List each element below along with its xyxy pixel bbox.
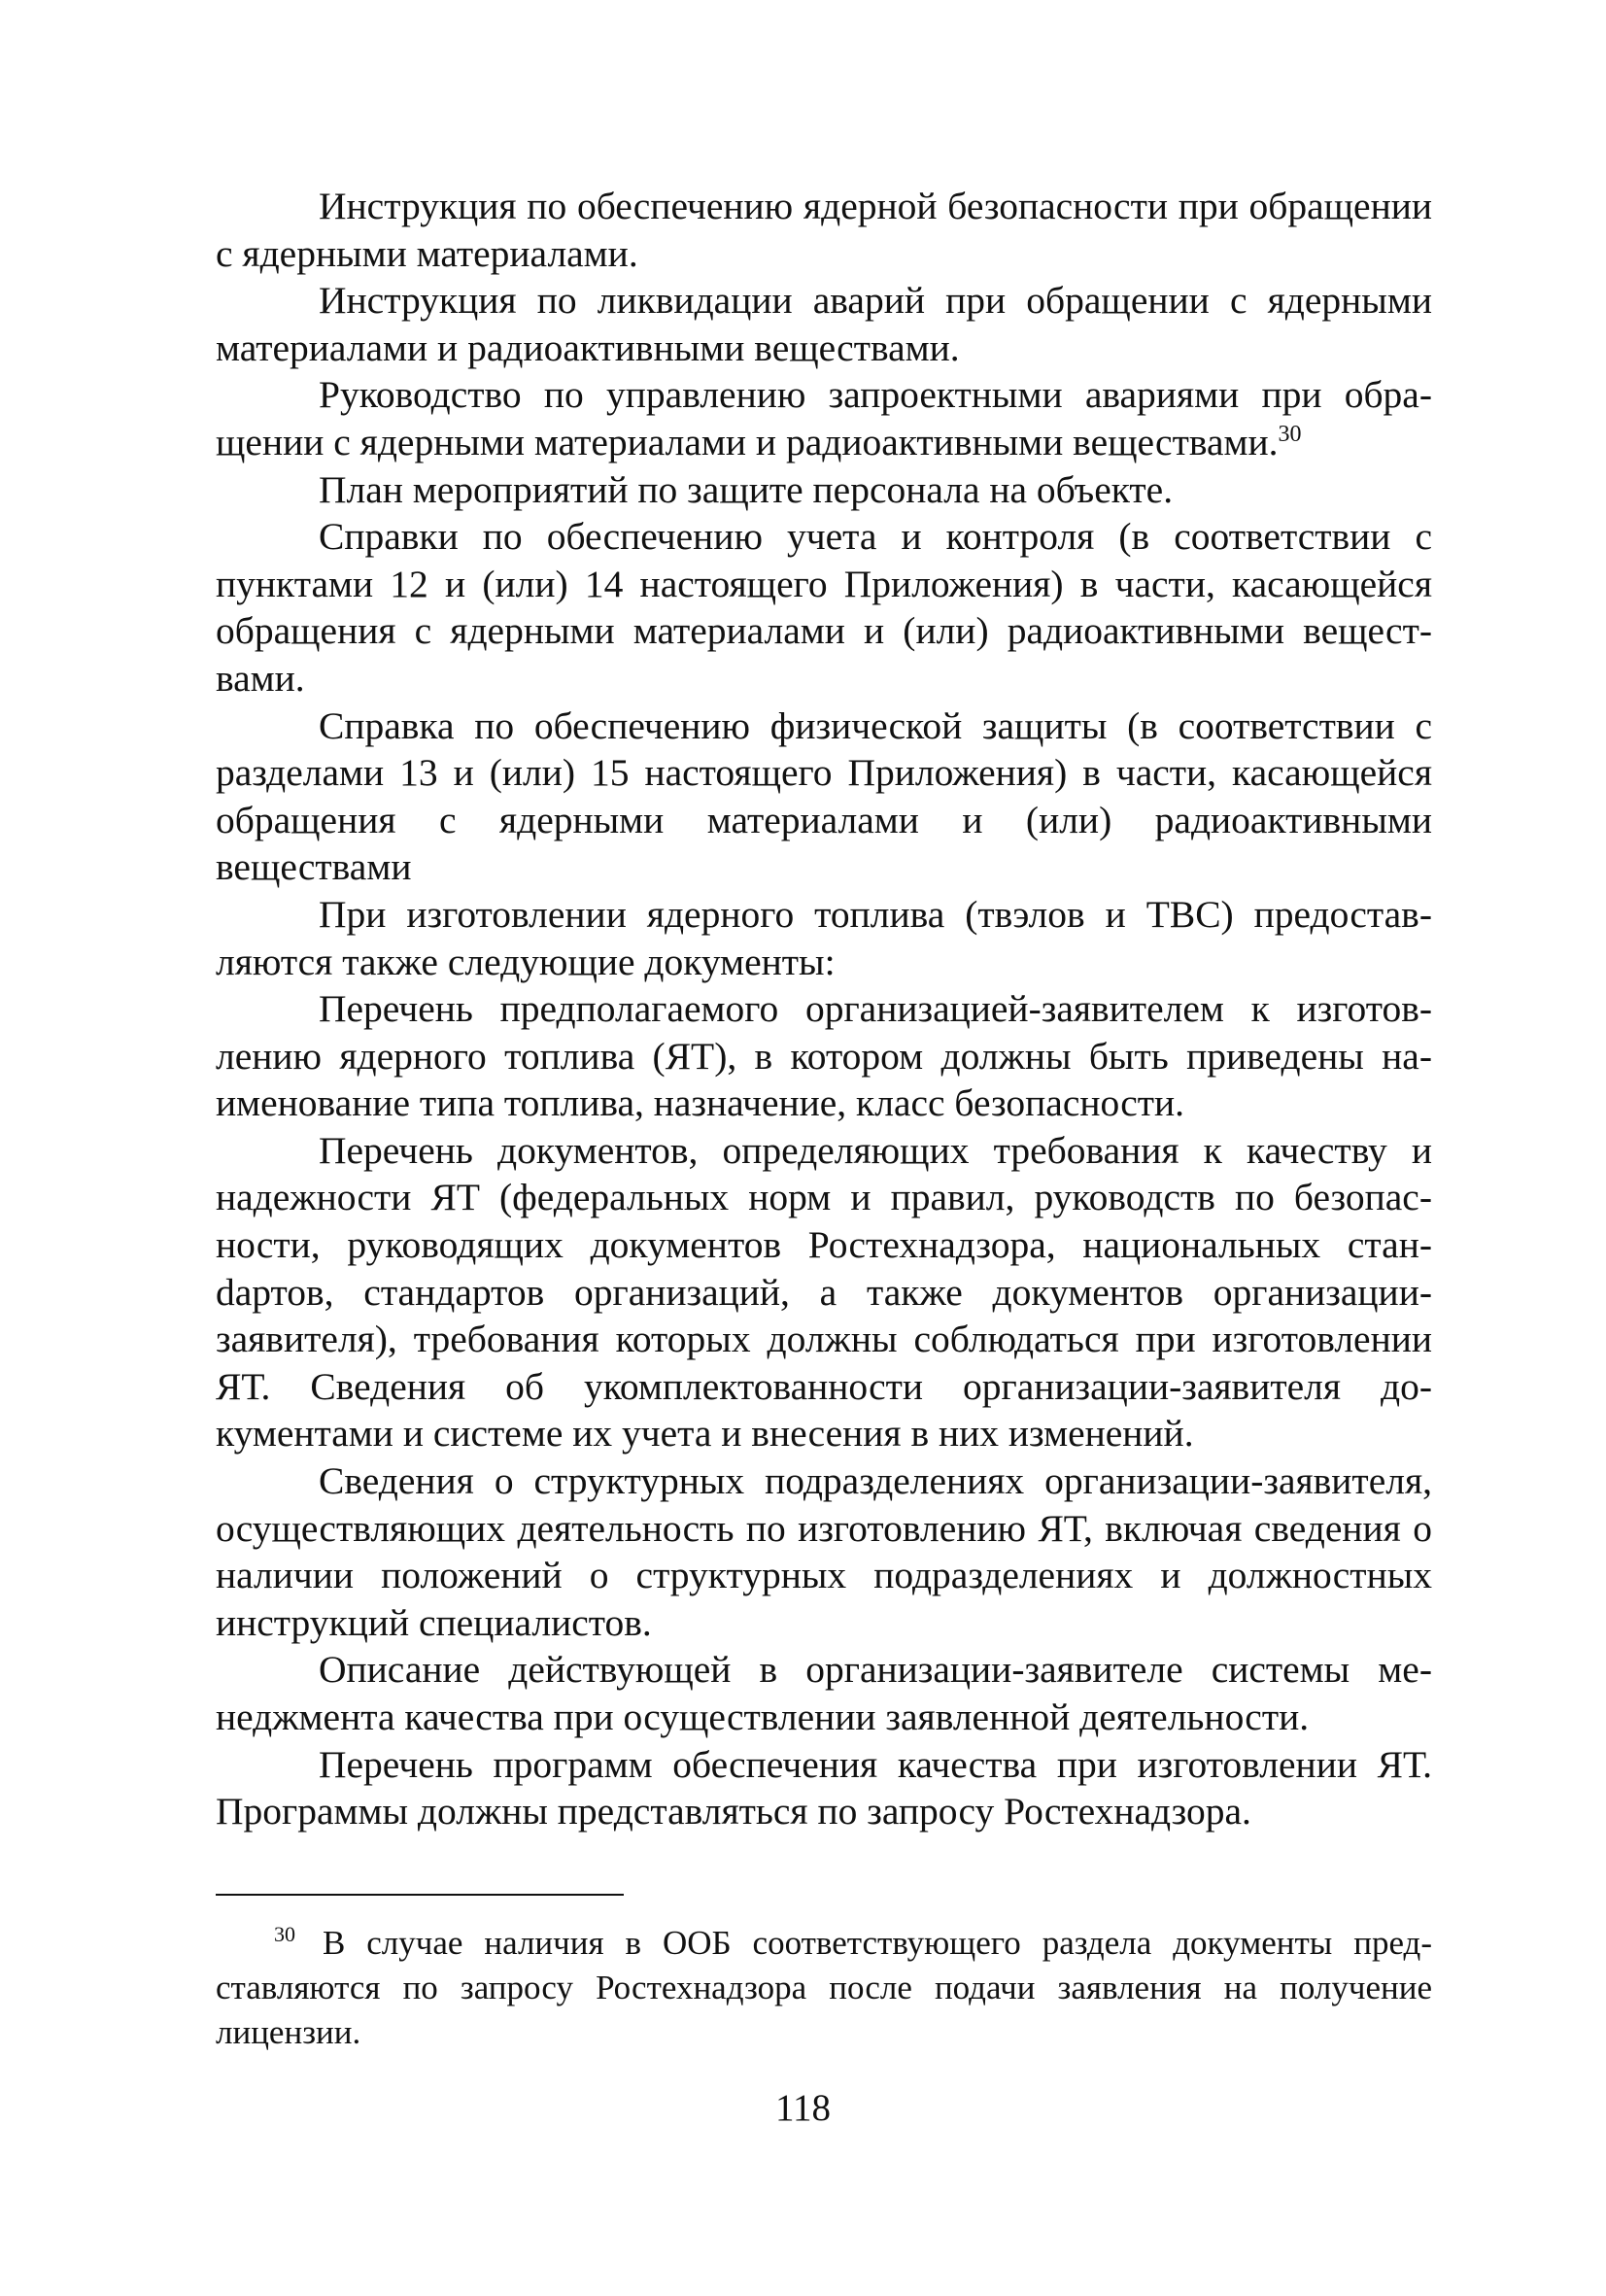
paragraph — [216, 1457, 1432, 1646]
paragraph — [216, 703, 1432, 891]
paragraph-text: Справка по обеспечению физической защиты (в соответствии с разделами 13 и (или) 15 настоящего Приложения) в части, касающейся обращения с ядерными материалами и (или) радиоактивными веществами — [216, 703, 1432, 889]
paragraph — [216, 466, 1432, 514]
paragraph — [216, 277, 1432, 371]
paragraph-text: Перечень документов, определяющих требования к качеству и надежности ЯТ (федеральных норм и правил, руководств по безопасности, руководящих документов Ростехнадзора, национальных станdартов, стандартов организаций, а также документов организации-заявителя), требования которых должны соблюдаться при изготовлении ЯТ. Сведения об укомплектованности организации-заявителя документами и системе их учета и внесения в них изменений. — [216, 1128, 1432, 1456]
paragraph-text: Справки по обеспечению учета и контроля (в соответствии с пунктами 12 и (или) 14 настоящего Приложения) в части, касающейся обращения с ядерными материалами и (или) радиоактивными веществами. — [216, 515, 1432, 700]
footnote-reference[interactable]: 30 — [1278, 421, 1302, 447]
paragraph — [216, 1646, 1432, 1740]
paragraph-text: При изготовлении ядерного топлива (твэлов и ТВС) предоставляются также следующие документы: — [216, 892, 1432, 983]
paragraph-text: Инструкция по ликвидации аварий при обращении с ядерными материалами и радиоактивными веществами. — [216, 279, 1432, 369]
paragraph-text: Перечень предполагаемого организацией-заявителем к изготовлению ядерного топлива (ЯТ), в котором должны быть приведены наименование типа топлива, назначение, класс безопасности. — [216, 987, 1432, 1125]
body-text — [216, 183, 1432, 1835]
paragraph-text: Инструкция по обеспечению ядерной безопасности при обращении с ядерными материалами. — [216, 185, 1432, 275]
page-number: 118 — [774, 2087, 832, 2129]
footnote-divider — [216, 1894, 624, 1896]
paragraph-text: Сведения о структурных подразделениях организации-заявителя, осуществляющих деятельность по изготовлению ЯТ, включая сведения о наличии положений о структурных подразделениях и должностных инструкций специалистов. — [216, 1459, 1432, 1644]
paragraph — [216, 513, 1432, 702]
footnote — [216, 1921, 1432, 2055]
footnote-number: 30 — [274, 1922, 295, 1947]
paragraph — [216, 371, 1432, 465]
paragraph — [216, 1127, 1432, 1457]
footnote-text: В случае наличия в ООБ соответствующего раздела документы представляются по запросу Ростехнадзора после подачи заявления на получение лицензии. — [216, 1924, 1432, 2051]
paragraph-text: Описание действующей в организации-заявителе системы менеджмента качества при осуществлении заявленной деятельности. — [216, 1648, 1432, 1738]
paragraph — [216, 985, 1432, 1127]
paragraph — [216, 1741, 1432, 1835]
paragraph-text: План мероприятий по защите персонала на объекте. — [319, 467, 1174, 511]
paragraph-text: Руководство по управлению запроектными авариями при обращении с ядерными материалами и радиоактивными веществами. — [216, 373, 1432, 463]
paragraph-text: Перечень программ обеспечения качества при изготовлении ЯТ. Программы должны представляться по запросу Ростехнадзора. — [216, 1742, 1432, 1833]
paragraph — [216, 891, 1432, 985]
paragraph — [216, 183, 1432, 277]
